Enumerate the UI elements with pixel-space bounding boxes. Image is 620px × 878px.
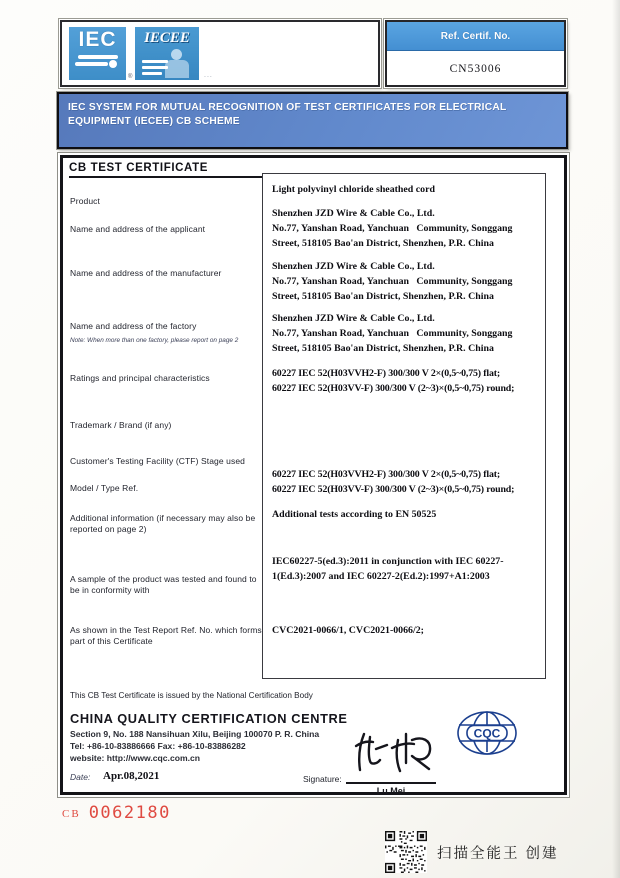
field-label-additional-info: Additional information (if necessary may also be reported on page 2) xyxy=(70,513,256,534)
field-label-trademark: Trademark / Brand (if any) xyxy=(70,420,172,430)
manufacturer-name: Shenzhen JZD Wire & Cable Co., Ltd. xyxy=(272,261,435,272)
qr-code xyxy=(385,831,427,873)
date-value: Apr.08,2021 xyxy=(103,770,160,782)
additional-info-value: Additional tests according to EN 50525 xyxy=(272,509,437,520)
model-line2: 60227 IEC 52(H03VV-F) 300/300 V (2~3)×(0,5~0,75) round; xyxy=(272,484,515,495)
iecee-logo xyxy=(135,27,199,80)
registered-mark: ® xyxy=(128,74,133,80)
certificate-title: CB TEST CERTIFICATE xyxy=(69,162,399,178)
certificate-body xyxy=(60,155,567,795)
iecee-logo-text: IECEE xyxy=(144,30,190,46)
field-label-model: Model / Type Ref. xyxy=(70,483,139,493)
iecee-bar xyxy=(142,72,162,75)
iecee-bar xyxy=(142,60,168,63)
model-line1: 60227 IEC 52(H03VVH2-F) 300/300 V 2×(0,5~0,75) flat; xyxy=(272,469,501,480)
iecee-bar xyxy=(142,66,168,69)
ref-certif-label: Ref. Certif. No. xyxy=(387,22,564,51)
logo-dots: ... xyxy=(204,72,213,79)
manufacturer-address: No.77, Yanshan Road, Yanchuan Community, Songgang Street, 518105 Bao'an District, Shenzhen, P.R. China xyxy=(272,276,515,302)
field-label-ratings: Ratings and principal characteristics xyxy=(70,373,210,383)
field-label-conformity: A sample of the product was tested and found to be in conformity with xyxy=(70,574,257,595)
cqc-logo xyxy=(455,708,519,758)
issued-by-text: This CB Test Certificate is issued by the National Certification Body xyxy=(70,691,313,700)
test-report-value: CVC2021-0066/1, CVC2021-0066/2; xyxy=(272,625,424,636)
certification-body-address: Section 9, No. 188 Nansihuan Xilu, Beijing 100070 P. R. China xyxy=(70,729,320,739)
applicant-name: Shenzhen JZD Wire & Cable Co., Ltd. xyxy=(272,208,435,219)
field-label-manufacturer: Name and address of the manufacturer xyxy=(70,268,222,278)
conformity-value: IEC60227-5(ed.3):2011 in conjunction with IEC 60227-1(Ed.3):2007 and IEC 60227-2(Ed.2):1997+A1:2003 xyxy=(272,556,504,582)
certification-body-name: CHINA QUALITY CERTIFICATION CENTRE xyxy=(70,711,348,726)
cb-stamp-number: 0062180 xyxy=(88,803,171,823)
scheme-banner xyxy=(57,92,568,149)
iecee-figure-icon xyxy=(171,49,182,60)
factory-note: Note: When more than one factory, please report on page 2 xyxy=(70,337,239,344)
certificate-body-frame xyxy=(57,152,570,798)
certification-body-website: website: http://www.cqc.com.cn xyxy=(70,753,201,763)
values-box xyxy=(262,173,546,679)
field-label-ctf: Customer's Testing Facility (CTF) Stage used xyxy=(70,456,245,466)
date-label: Date: xyxy=(70,772,91,782)
factory-address: No.77, Yanshan Road, Yanchuan Community, Songgang Street, 518105 Bao'an District, Shenzhen, P.R. China xyxy=(272,328,515,354)
cqc-logo-text: CQC xyxy=(473,726,501,741)
iec-logo-text: IEC xyxy=(78,28,117,51)
signatory-name: Lu Mei xyxy=(376,786,406,796)
field-label-product: Product xyxy=(70,196,100,206)
cb-stamp-prefix: CB xyxy=(62,808,81,820)
product-value: Light polyvinyl chloride sheathed cord xyxy=(272,184,435,195)
ref-certif-box xyxy=(385,20,566,87)
handwritten-signature xyxy=(346,728,446,778)
iec-logo-bar2 xyxy=(75,62,108,66)
ref-certif-number: CN53006 xyxy=(449,63,502,75)
applicant-address: No.77, Yanshan Road, Yanchuan Community, Songgang Street, 518105 Bao'an District, Shenzhen, P.R. China xyxy=(272,223,515,249)
iecee-figure-body xyxy=(165,60,189,78)
cb-stamp xyxy=(62,803,171,823)
field-label-factory: Name and address of the factory xyxy=(70,321,197,331)
ratings-line1: 60227 IEC 52(H03VVH2-F) 300/300 V 2×(0,5~0,75) flat; xyxy=(272,368,501,379)
field-label-test-report: As shown in the Test Report Ref. No. which forms part of this Certificate xyxy=(70,625,262,646)
factory-name: Shenzhen JZD Wire & Cable Co., Ltd. xyxy=(272,313,435,324)
scanner-app-caption: 扫描全能王 创建 xyxy=(437,846,559,862)
iec-logo-dot xyxy=(109,60,117,68)
iec-logo xyxy=(69,27,126,80)
iec-logo-box xyxy=(60,20,380,87)
iec-logo-bar xyxy=(78,55,118,59)
field-label-applicant: Name and address of the applicant xyxy=(70,224,206,234)
signature-label: Signature: xyxy=(303,774,342,784)
certification-body-telfax: Tel: +86-10-83886666 Fax: +86-10-83886282 xyxy=(70,741,246,751)
ratings-line2: 60227 IEC 52(H03VV-F) 300/300 V (2~3)×(0,5~0,75) round; xyxy=(272,383,515,394)
signature-line xyxy=(346,782,436,784)
scheme-banner-text: IEC SYSTEM FOR MUTUAL RECOGNITION OF TEST CERTIFICATES FOR ELECTRICAL EQUIPMENT (IECEE) CB SCHEME xyxy=(59,94,566,147)
